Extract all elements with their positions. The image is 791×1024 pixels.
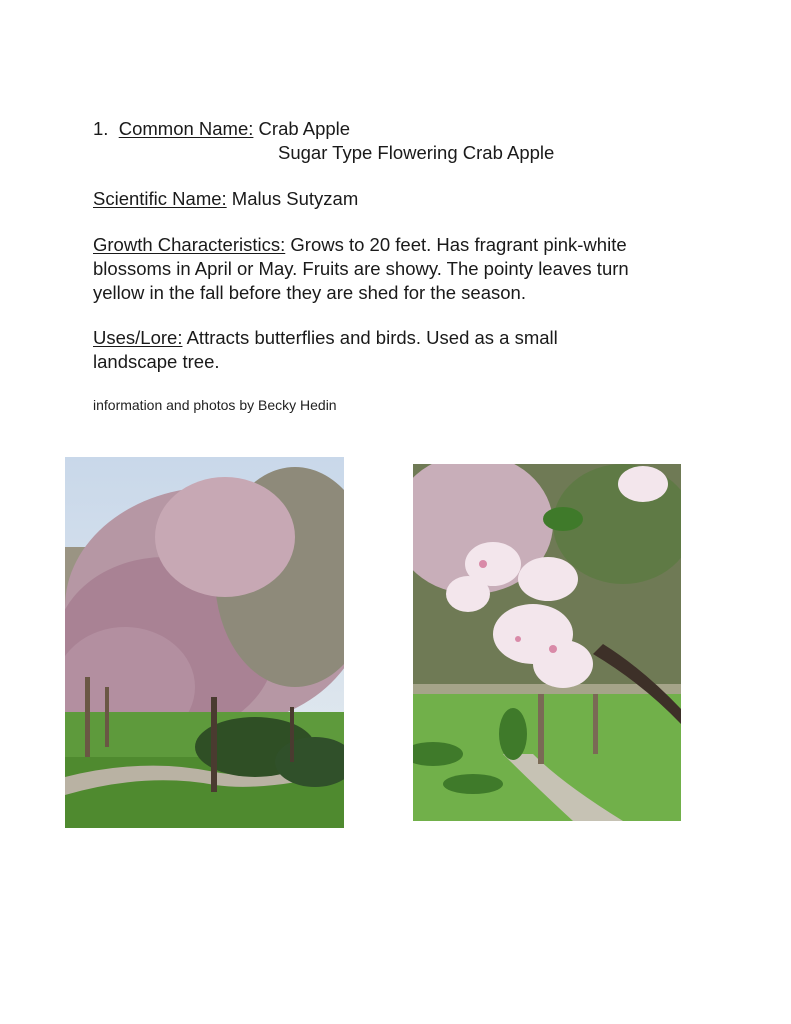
growth-text-1: Grows to 20 feet. Has fragrant pink-white [290,234,627,255]
scientific-name-label: Scientific Name: [93,188,227,209]
common-name-label: Common Name: [118,118,254,139]
common-name-row [93,117,350,141]
uses-label: Uses/Lore: [93,327,183,348]
uses-row [93,326,558,350]
common-name-value: Crab Apple [258,118,351,139]
growth-text-3: yellow in the fall before they are shed for the season. [93,282,526,303]
photo-credit: information and photos by Becky Hedin [93,397,337,413]
blossom-photo [413,464,681,821]
scientific-name-row [93,187,358,211]
uses-text-2: landscape tree. [93,351,220,372]
growth-text-2: blossoms in April or May. Fruits are showy. The pointy leaves turn [93,258,629,279]
growth-row [93,233,627,257]
growth-label: Growth Characteristics: [93,234,286,255]
entry-number: 1. [93,118,109,139]
common-name-alt: Sugar Type Flowering Crab Apple [278,142,555,163]
uses-text-1: Attracts butterflies and birds. Used as a small [186,327,558,348]
tree-photo [65,457,344,828]
scientific-name-value: Malus Sutyzam [231,188,359,209]
